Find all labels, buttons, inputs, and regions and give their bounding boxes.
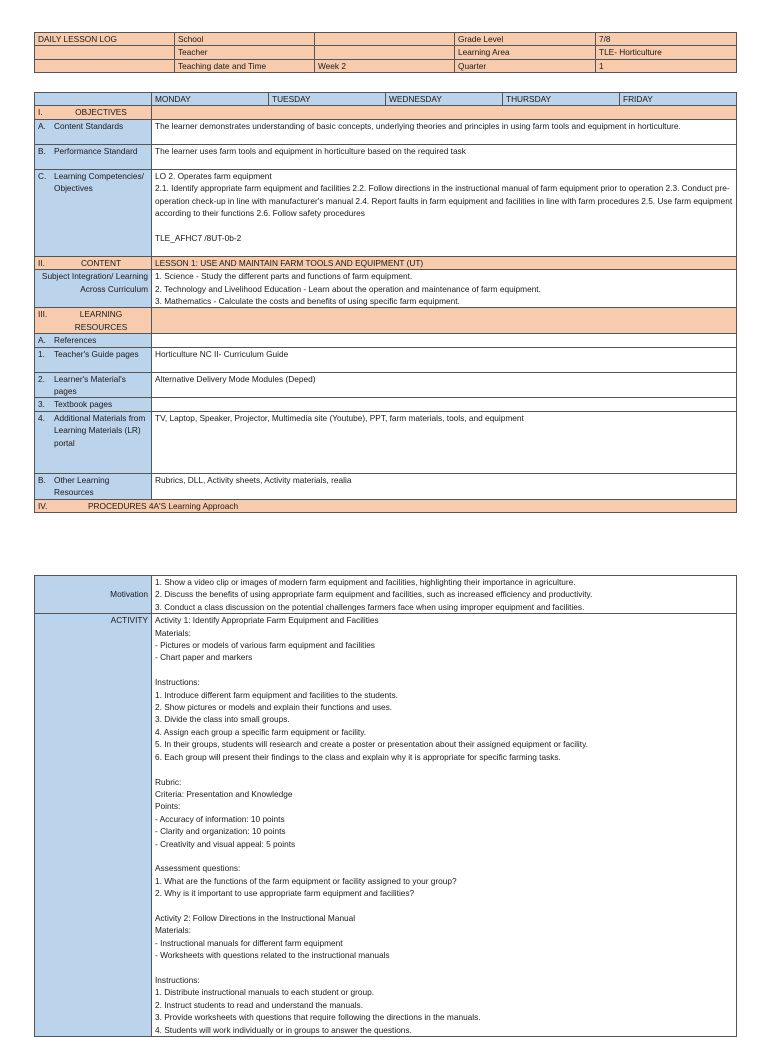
additional-materials-text: TV, Laptop, Speaker, Projector, Multimedia site (Youtube), PPT, farm materials, tools, and equipment — [152, 411, 737, 473]
teacher-value — [315, 46, 455, 59]
grade-value: 7/8 — [596, 33, 737, 46]
section-number: B. — [38, 474, 46, 485]
header-blank — [35, 46, 175, 59]
section-label: Teacher's Guide pages — [54, 348, 139, 359]
content-text: LESSON 1: USE AND MAINTAIN FARM TOOLS AND EQUIPMENT (UT) — [152, 256, 737, 269]
activity-text: Activity 1: Identify Appropriate Farm Equipment and Facilities Materials: - Pictures or models of various farm equipment and facilities - Chart paper and markers Instructions: 1. Introduce different farm equipment and facilities to the students. 2. Show pictures or models and explain their functions and uses. 3. Divide the class into small groups. 4. Assign each group a specific farm equipment or facility. 5. In their groups, students will research and create a poster or presentation about their assigned equipment or facility. 6. Each group will present their findings to the class and explain why it is appropriate for specific farming tasks. Rubric: Criteria: Presentation and Knowledge Points: - Accuracy of information: 10 points - Clarity and organization: 10 points - Creativity and visual appeal: 5 points Assessment questions: 1. What are the functions of the farm equipment or facility assigned to your group? 2. Why is it important to use appropriate farm equipment and facilities? Activity 2: Follow Directions in the Instructional Manual Materials: - Instructional manuals for different farm equipment - Worksheets with questions related to the instructional manuals Instructions: 1. Distribute instructional manuals to each student or group. 2. Instruct students to read and understand the manuals. 3. Provide worksheets with questions that require following the directions in the manuals. 4. Students will work individually or in groups to answer the questions. — [152, 614, 737, 1037]
other-resources-text: Rubrics, DLL, Activity sheets, Activity materials, realia — [152, 473, 737, 499]
section-label: References — [54, 335, 97, 346]
day-header: TUESDAY — [269, 93, 386, 106]
section-number: 2. — [38, 373, 45, 384]
objectives-blank — [152, 106, 737, 119]
section-number: B. — [38, 145, 46, 156]
section-number: IV. — [38, 500, 48, 511]
day-header-blank — [35, 93, 152, 106]
grade-label: Grade Level — [455, 33, 596, 46]
objectives-heading — [35, 106, 152, 119]
integration-label: Subject Integration/ Learning Across Curriculum — [35, 270, 152, 308]
activity-label: ACTIVITY — [35, 614, 152, 1037]
learners-material-label — [35, 372, 152, 398]
header-blank — [35, 59, 175, 72]
section-label: Learner's Material's pages — [54, 373, 126, 397]
procedures-heading — [35, 499, 737, 512]
section-label: OBJECTIVES — [75, 107, 127, 118]
section-label: Performance Standard — [54, 145, 138, 156]
integration-text: 1. Science - Study the different parts and functions of farm equipment. 2. Technology and Livelihood Education - Learn about the operation and maintenance of farm equipment. 3. Mathematics - Calculate the costs and benefits of using specific farm equipment. — [152, 270, 737, 308]
day-header: THURSDAY — [503, 93, 620, 106]
section-number: III. — [38, 309, 48, 320]
section-label: Content Standards — [54, 120, 124, 131]
date-value: Week 2 — [315, 59, 455, 72]
procedures-table — [34, 575, 737, 1037]
resources-heading — [35, 308, 152, 334]
references-blank — [152, 334, 737, 347]
competencies-text: LO 2. Operates farm equipment 2.1. Identify appropriate farm equipment and facilities 2.2. Follow directions in the instructional manual of farm equipment prior to operation 2.3. Conduct pre-operation check-up in line with manufacturer's manual 2.4. Report faults in farm equipment and facilities in line with farm procedures 2.5. Use farm equipment according to their functions 2.6. Follow safety procedures TLE_AFHC7 /8UT-0b-2 — [152, 169, 737, 256]
school-label: School — [175, 33, 315, 46]
other-resources-label — [35, 473, 152, 499]
section-number: A. — [38, 120, 46, 131]
content-standards-text: The learner demonstrates understanding of basic concepts, underlying theories and principles in using farm tools and equipment in horticulture. — [152, 119, 737, 144]
section-label: Other Learning Resources — [54, 474, 110, 498]
section-label: LEARNING RESOURCES — [74, 309, 128, 332]
doc-title: DAILY LESSON LOG — [35, 33, 175, 46]
learners-material-text: Alternative Delivery Mode Modules (Deped) — [152, 372, 737, 398]
teachers-guide-text: Horticulture NC II- Curriculum Guide — [152, 347, 737, 372]
resources-blank — [152, 308, 737, 334]
teachers-guide-label — [35, 347, 152, 372]
day-header: WEDNESDAY — [386, 93, 503, 106]
motivation-text: 1. Show a video clip or images of modern farm equipment and facilities, highlighting their importance in agriculture. 2. Discuss the benefits of using appropriate farm equipment and facilities, such as increased efficiency and productivity. 3. Conduct a class discussion on the potential challenges farmers face when using improper equipment and facilities. — [152, 576, 737, 614]
content-heading — [35, 256, 152, 269]
section-label: CONTENT — [80, 257, 122, 268]
section-label: Additional Materials from Learning Materials (LR) portal — [54, 412, 146, 448]
quarter-value: 1 — [596, 59, 737, 72]
day-header: MONDAY — [152, 93, 269, 106]
section-number: II. — [38, 257, 45, 268]
area-label: Learning Area — [455, 46, 596, 59]
section-number: 4. — [38, 412, 45, 423]
lesson-log-table — [34, 92, 737, 513]
textbook-label — [35, 398, 152, 411]
competencies-label — [35, 169, 152, 256]
textbook-blank — [152, 398, 737, 411]
quarter-label: Quarter — [455, 59, 596, 72]
content-standards-label — [35, 119, 152, 144]
section-label: Learning Competencies/ Objectives — [54, 170, 144, 194]
day-header: FRIDAY — [620, 93, 737, 106]
area-value: TLE- Horticulture — [596, 46, 737, 59]
section-label: Textbook pages — [54, 399, 113, 410]
school-value — [315, 33, 455, 46]
motivation-label: Motivation — [35, 576, 152, 614]
section-number: C. — [38, 170, 47, 181]
header-table — [34, 32, 737, 73]
date-label: Teaching date and Time — [175, 59, 315, 72]
performance-standard-text: The learner uses farm tools and equipment in horticulture based on the required task — [152, 144, 737, 169]
section-number: I. — [38, 107, 43, 118]
section-number: 3. — [38, 399, 45, 410]
references-label — [35, 334, 152, 347]
section-number: A. — [38, 335, 46, 346]
teacher-label: Teacher — [175, 46, 315, 59]
additional-materials-label — [35, 411, 152, 473]
performance-standard-label — [35, 144, 152, 169]
section-label: PROCEDURES 4A'S Learning Approach — [88, 500, 239, 511]
section-number: 1. — [38, 348, 45, 359]
